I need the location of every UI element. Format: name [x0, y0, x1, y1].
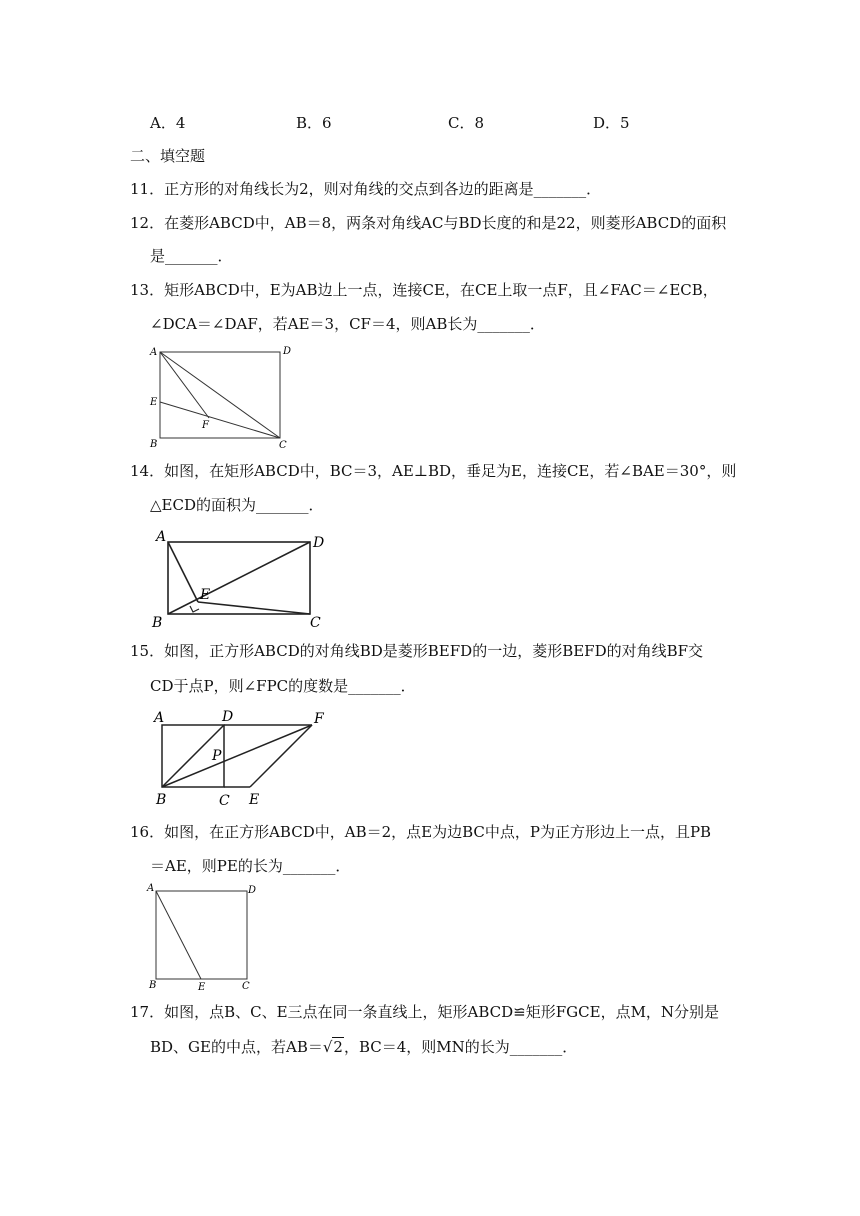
- label-e: E: [150, 397, 158, 408]
- question-17-cont: BD、GE的中点，若AB＝√2，BC＝4，则MN的长为_______．: [150, 1038, 578, 1056]
- label-b: B: [156, 792, 167, 808]
- question-12-cont: 是_______．: [150, 247, 233, 265]
- option-d: D．5: [593, 114, 630, 132]
- label-d: D: [313, 535, 325, 551]
- question-14-cont: △ECD的面积为_______．: [150, 496, 324, 514]
- label-f: F: [202, 420, 209, 431]
- option-a: A．4: [150, 114, 186, 132]
- figure-q13: [145, 342, 295, 456]
- label-a: A: [147, 883, 155, 894]
- question-12: 12．在菱形ABCD中，AB＝8，两条对角线AC与BD长度的和是22，则菱形ABCD的面积: [130, 214, 727, 232]
- label-c: C: [279, 440, 287, 451]
- label-b: B: [150, 439, 158, 450]
- label-p: P: [212, 748, 222, 764]
- sqrt-expression: √2: [322, 1038, 343, 1056]
- question-11: 11．正方形的对角线长为2，则对角线的交点到各边的距离是_______．: [130, 180, 602, 198]
- label-a: A: [154, 710, 165, 726]
- question-14: 14．如图，在矩形ABCD中，BC＝3，AE⊥BD，垂足为E，连接CE，若∠BAE＝30°，则: [130, 462, 737, 480]
- question-13: 13．矩形ABCD中，E为AB边上一点，连接CE，在CE上取一点F，且∠FAC＝∠ECB，: [130, 281, 718, 299]
- figure-q16: [143, 880, 263, 996]
- label-d: D: [283, 346, 292, 357]
- label-e: E: [198, 982, 206, 992]
- label-e: E: [249, 792, 260, 808]
- label-c: C: [242, 981, 250, 992]
- question-16-cont: ＝AE，则PE的长为_______．: [150, 857, 351, 875]
- question-13-cont: ∠DCA＝∠DAF，若AE＝3，CF＝4，则AB长为_______．: [150, 315, 545, 333]
- label-c: C: [310, 615, 321, 631]
- label-e: E: [200, 587, 211, 603]
- question-17: 17．如图，点B、C、E三点在同一条直线上，矩形ABCD≌矩形FGCE，点M，N分别是: [130, 1003, 720, 1021]
- option-b: B．6: [296, 114, 332, 132]
- label-b: B: [149, 980, 157, 991]
- label-c: C: [219, 793, 230, 809]
- figure-q14: [150, 527, 350, 635]
- label-f: F: [314, 711, 324, 727]
- label-a: A: [156, 529, 167, 545]
- question-16: 16．如图，在正方形ABCD中，AB＝2，点E为边BC中点，P为正方形边上一点，且PB: [130, 823, 712, 841]
- figure-q15: [150, 706, 340, 814]
- label-d: D: [248, 885, 257, 896]
- label-a: A: [150, 347, 158, 358]
- section-title: 二、填空题: [130, 147, 206, 165]
- question-15: 15．如图，正方形ABCD的对角线BD是菱形BEFD的一边，菱形BEFD的对角线BF交: [130, 642, 704, 660]
- option-c: C．8: [448, 114, 485, 132]
- label-d: D: [222, 709, 234, 725]
- question-15-cont: CD于点P，则∠FPC的度数是_______．: [150, 677, 416, 695]
- label-b: B: [152, 615, 163, 631]
